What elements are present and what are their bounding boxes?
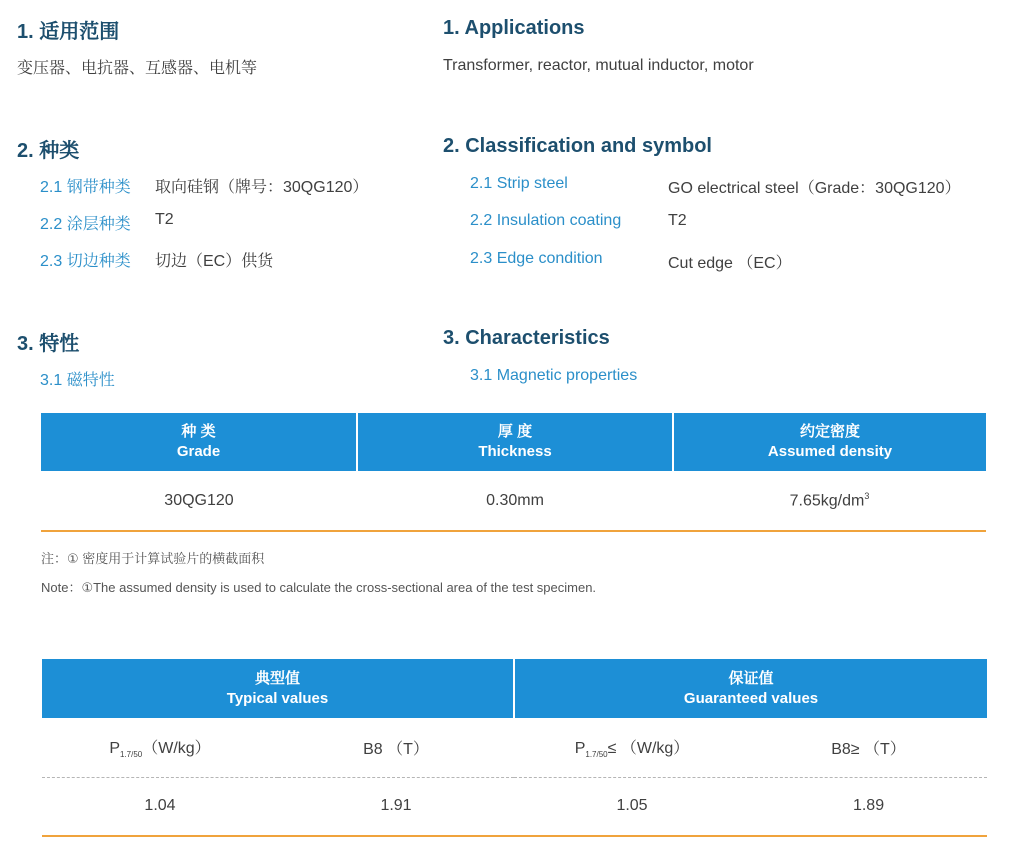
en-section1-title: 1. Applications <box>443 17 585 39</box>
en-coating-value: T2 <box>668 212 687 229</box>
typical-p-value: 1.04 <box>42 777 278 836</box>
density-cell <box>673 471 986 531</box>
cn-magnetic-subtitle: 3.1 磁特性 <box>40 372 115 389</box>
values-table <box>42 659 987 837</box>
sub-b8-typical: B8 （T） <box>278 718 514 777</box>
p-symbol: P <box>109 740 120 758</box>
p-symbol: P <box>574 740 586 758</box>
cn-coating-value: T2 <box>155 211 174 228</box>
cn-section3-title: 3. 特性 <box>17 333 80 355</box>
p-subscript: 1.7/50 <box>119 750 143 760</box>
grade-table-header <box>41 413 986 471</box>
header-density-en: Assumed density <box>767 443 893 460</box>
cn-section1-title: 1. 适用范围 <box>17 21 120 43</box>
sub-p-guaranteed <box>514 718 750 777</box>
cn-section2-title: 2. 种类 <box>17 140 80 162</box>
en-magnetic-subtitle: 3.1 Magnetic properties <box>470 367 638 384</box>
header-guaranteed <box>514 659 987 718</box>
cn-coating-label: 2.2 涂层种类 <box>40 216 131 233</box>
grade-table <box>41 413 986 532</box>
header-typical <box>42 659 514 718</box>
density-superscript: 3 <box>864 490 870 501</box>
note-cn: 注：① 密度用于计算试验片的横截面积 <box>41 551 265 566</box>
en-section1-text: Transformer, reactor, mutual inductor, motor <box>443 57 754 74</box>
header-grade-en: Grade <box>176 443 221 460</box>
header-thickness-cn: 厚 度 <box>497 423 533 440</box>
en-strip-value: GO electrical steel（Grade：30QG120） <box>668 180 961 197</box>
density-value: 7.65kg/dm <box>789 492 865 510</box>
en-section2-title: 2. Classification and symbol <box>443 135 712 157</box>
en-strip-label: 2.1 Strip steel <box>470 175 568 192</box>
header-grade-cn: 种 类 <box>181 423 216 440</box>
en-edge-label: 2.3 Edge condition <box>470 250 603 267</box>
p-guaranteed-unit: ≤ （W/kg） <box>607 740 690 758</box>
cn-strip-value: 取向硅钢（牌号：30QG120） <box>155 179 369 196</box>
guaranteed-b8-value: 1.89 <box>750 777 987 836</box>
en-coating-label: 2.2 Insulation coating <box>470 212 622 229</box>
typical-b8-value: 1.91 <box>278 777 514 836</box>
note-en: Note：①The assumed density is used to calculate the cross-sectional area of the test specimen. <box>41 580 597 595</box>
header-guaranteed-en: Guaranteed values <box>683 689 819 707</box>
values-table-header <box>42 659 987 718</box>
p-subscript: 1.7/50 <box>585 750 608 760</box>
sub-b8-guaranteed: B8≥ （T） <box>750 718 987 777</box>
thickness-value: 0.30mm <box>357 471 673 531</box>
values-subheader-row <box>42 718 987 777</box>
header-guaranteed-cn: 保证值 <box>728 669 774 687</box>
sub-p-typical <box>42 718 278 777</box>
table-row <box>42 777 987 836</box>
header-thickness-en: Thickness <box>478 443 552 460</box>
en-edge-value: Cut edge （EC） <box>668 255 792 272</box>
header-density <box>673 413 986 471</box>
header-typical-en: Typical values <box>226 689 329 707</box>
cn-edge-value: 切边（EC）供货 <box>155 253 274 270</box>
en-section3-title: 3. Characteristics <box>443 327 610 349</box>
table-row <box>41 471 986 531</box>
grade-value: 30QG120 <box>41 471 357 531</box>
header-thickness <box>357 413 673 471</box>
guaranteed-p-value: 1.05 <box>514 777 750 836</box>
header-density-cn: 约定密度 <box>799 423 860 440</box>
header-typical-cn: 典型值 <box>255 669 301 687</box>
p-unit: （W/kg） <box>142 740 211 758</box>
cn-strip-label: 2.1 钢带种类 <box>40 179 131 196</box>
cn-section1-text: 变压器、电抗器、互感器、电机等 <box>17 60 258 77</box>
cn-edge-label: 2.3 切边种类 <box>40 253 131 270</box>
header-grade <box>41 413 357 471</box>
